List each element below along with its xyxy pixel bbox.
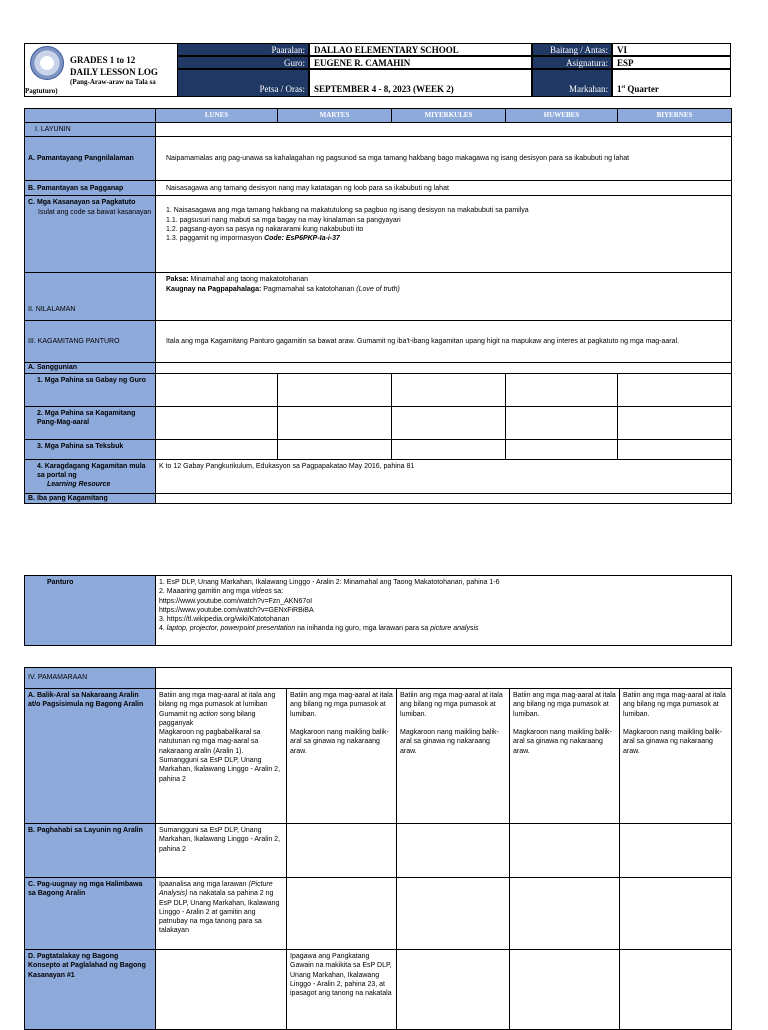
balik-aral-biyernes-1: Batiin ang mga mag-aaral at itala ang bilang ng mga pumasok at lumiban. bbox=[623, 692, 726, 718]
pma-miyerkules bbox=[392, 406, 506, 439]
panturo-line-4-italic: laptop, projector, powerpoint presentation bbox=[166, 625, 296, 633]
panturo-line-4 bbox=[159, 624, 728, 633]
action-after: song bilang pagganyak bbox=[159, 710, 256, 727]
pma-huwebes bbox=[506, 406, 618, 439]
lesson-table-1 bbox=[24, 108, 732, 504]
pagtatalakay-label: D. Pagtatalakay ng Bagong Konsepto at Paglalahad ng Bagong Kasanayan #1 bbox=[25, 950, 156, 1030]
panturo-line-2 bbox=[159, 587, 728, 596]
date-value-text: SEPTEMBER 4 - 8, 2023 (WEEK 2) bbox=[314, 84, 454, 94]
panturo-line-4-mid: na inihanda ng guro, mga larawan para sa bbox=[295, 625, 431, 633]
balik-aral-martes bbox=[287, 689, 397, 824]
balik-aral-miyerkules-1: Batiin ang mga mag-aaral at itala ang bilang ng mga pumasok at lumiban. bbox=[400, 692, 503, 718]
pagganap-label: B. Pamantayan sa Pagganap bbox=[25, 181, 156, 196]
kasanayan-note: Isulat ang code sa bawat kasanayan bbox=[38, 208, 152, 216]
kaugnay-text: Pagmamahal sa katotohanan bbox=[261, 285, 357, 293]
quarter-number: 1 bbox=[617, 84, 622, 94]
date-label-text: Petsa / Oras: bbox=[259, 84, 305, 94]
grade-value-text: VI bbox=[617, 45, 628, 55]
karagdagan-label: 4. Karagdagang Kagamitan mula sa portal ng bbox=[37, 462, 146, 479]
gabay-row bbox=[25, 373, 732, 406]
pag-uugnay-lunes bbox=[156, 878, 287, 950]
quarter-label-text: Markahan: bbox=[569, 84, 608, 94]
kasanayan-row bbox=[25, 196, 732, 273]
pagganap-text: Naisasagawa ang tamang desisyon nang may katatagan ng loob para sa ikabubuti ng lahat bbox=[156, 181, 732, 196]
subject-label bbox=[532, 56, 612, 69]
panturo-row bbox=[25, 576, 732, 646]
balik-aral-row bbox=[25, 689, 732, 824]
balik-aral-lunes bbox=[156, 689, 287, 824]
quarter-sup: st bbox=[621, 85, 626, 90]
paghahabi-lunes: Sumangguni sa EsP DLP, Unang Markahan, Ikalawang Linggo - Aralin 2, pahina 2 bbox=[156, 824, 287, 878]
balik-aral-martes-1: Batiin ang mga mag-aaral at itala ang bilang ng mga pumasok at lumiban. bbox=[290, 692, 393, 718]
balik-aral-lunes-2-text: Gumamit ng bbox=[159, 710, 200, 718]
youtube-link-2[interactable]: https://www.youtube.com/watch?v=GENxFiRBiBA bbox=[159, 606, 314, 614]
sanggunian-label: A. Sanggunian bbox=[25, 363, 156, 373]
subject-value bbox=[612, 56, 731, 69]
pma-martes bbox=[278, 406, 392, 439]
kaugnay-line bbox=[166, 285, 728, 294]
layunin-blank bbox=[156, 123, 732, 137]
kagamitan-text: Itala ang mga Kagamitang Panturo gagamitin sa bawat araw. Gumamit ng iba't-ibang kagamitan upang higit na mapukaw ang interes at pagkatuto ng mga mag-aaral. bbox=[156, 321, 732, 363]
pamantayang-text: Naipamamalas ang pag-unawa sa kahalagahan ng pagsunod sa mga tamang hakbang bago makagawa ng isang desisyon para sa ikabubuti ng lahat bbox=[156, 137, 732, 181]
teksbuk-miyerkules bbox=[392, 439, 506, 459]
balik-aral-label: A. Balik-Aral sa Nakaraang Aralin at/o Pagsisimula ng Bagong Aralin bbox=[25, 689, 156, 824]
pag-uugnay-huwebes bbox=[510, 878, 620, 950]
teacher-value bbox=[309, 56, 532, 69]
pamantayang-label: A. Pamantayang Pangnilalaman bbox=[25, 137, 156, 181]
panturo-line-1: 1. EsP DLP, Unang Markahan, Ikalawang Linggo - Aralin 2: Minamahal ang Taong Makatotohanan, pahina 1-6 bbox=[159, 579, 500, 586]
pma-biyernes bbox=[618, 406, 732, 439]
iba-row bbox=[25, 493, 732, 503]
paghahabi-huwebes bbox=[510, 824, 620, 878]
paghahabi-miyerkules bbox=[397, 824, 510, 878]
kasanayan-line-1: 1. Naisasagawa ang mga tamang hakbang na makatutulong sa pagbuo ng isang desisyon na makabubuti sa pamilya bbox=[166, 207, 529, 215]
kagamitang-pang-mag-aaral-label: 2. Mga Pahina sa Kagamitang Pang-Mag-aaral bbox=[25, 406, 156, 439]
paksa-label: Paksa: bbox=[166, 276, 189, 284]
paghahabi-row bbox=[25, 824, 732, 878]
panturo-label: Panturo bbox=[25, 576, 156, 646]
pag-uugnay-biyernes bbox=[620, 878, 732, 950]
gabay-martes bbox=[278, 373, 392, 406]
day-martes: MARTES bbox=[278, 109, 392, 123]
teacher-value-text: EUGENE R. CAMAHIN bbox=[314, 58, 411, 68]
gabay-label: 1. Mga Pahina sa Gabay ng Guro bbox=[25, 373, 156, 406]
layunin-label: I. LAYUNIN bbox=[25, 123, 156, 137]
header-title-1: GRADES 1 to 12 bbox=[70, 55, 136, 65]
gabay-miyerkules bbox=[392, 373, 506, 406]
gabay-lunes bbox=[156, 373, 278, 406]
layunin-row bbox=[25, 123, 732, 137]
paksa-line bbox=[166, 275, 728, 284]
teacher-label bbox=[177, 56, 309, 69]
balik-aral-lunes-3: Magkaroon ng pagbabalikaral sa natutunan ng mga mag-aaral sa nakaraang aralin (Aralin 1). bbox=[159, 729, 261, 755]
pagtatalakay-miyerkules bbox=[397, 950, 510, 1030]
sanggunian-row bbox=[25, 363, 732, 373]
header-subtitle: (Pang-Araw-araw na Tala sa bbox=[70, 78, 156, 86]
quarter-label bbox=[532, 69, 612, 97]
karagdagan-label-cell bbox=[25, 459, 156, 493]
balik-aral-lunes-1: Batiin ang mga mag-aaral at itala ang bilang ng mga pumasok at lumiban bbox=[159, 692, 276, 709]
panturo-text bbox=[156, 576, 732, 646]
kagamitan-row bbox=[25, 321, 732, 363]
teksbuk-label: 3. Mga Pahina sa Teksbuk bbox=[25, 439, 156, 459]
pag-uugnay-martes bbox=[287, 878, 397, 950]
date-label bbox=[177, 69, 309, 97]
kagamitan-label: III. KAGAMITANG PANTURO bbox=[25, 321, 156, 363]
pagtatalakay-martes: Ipagawa ang Pangkatang Gawain na makikita sa EsP DLP, Unang Markahan, Ikalawang Linggo - Aralin 2, pahina 23, at ipasagot ang tanong na nakatala bbox=[287, 950, 397, 1030]
pag-uugnay-label: C. Pag-uugnay ng mga Halimbawa sa Bagong Aralin bbox=[25, 878, 156, 950]
kasanayan-line-4-text: 1.3. paggamit ng impormasyon bbox=[166, 235, 265, 243]
teksbuk-huwebes bbox=[506, 439, 618, 459]
karagdagan-row bbox=[25, 459, 732, 493]
nilalaman-text bbox=[156, 273, 732, 321]
pamantayang-row bbox=[25, 137, 732, 181]
teksbuk-lunes bbox=[156, 439, 278, 459]
nilalaman-row bbox=[25, 273, 732, 321]
lesson-table-2 bbox=[24, 575, 732, 646]
balik-aral-lunes-4: Sumangguni sa EsP DLP, Unang Markahan, Ikalawang Linggo - Aralin 2, pahina 2 bbox=[159, 757, 281, 783]
balik-aral-huwebes-1: Batiin ang mga mag-aaral at itala ang bilang ng mga pumasok at lumiban. bbox=[513, 692, 616, 718]
day-lunes: LUNES bbox=[156, 109, 278, 123]
header-title-2: DAILY LESSON LOG bbox=[70, 67, 158, 77]
kagamitang-pang-mag-aaral-row bbox=[25, 406, 732, 439]
day-header-row bbox=[25, 109, 732, 123]
pagtatalakay-huwebes bbox=[510, 950, 620, 1030]
paghahabi-label: B. Paghahabi sa Layunin ng Aralin bbox=[25, 824, 156, 878]
youtube-link-1[interactable]: https://www.youtube.com/watch?v=Fzn_AKN67oI bbox=[159, 597, 313, 605]
kasanayan-text bbox=[156, 196, 732, 273]
teacher-label-text: Guro: bbox=[284, 58, 305, 68]
pamamaraan-blank bbox=[156, 668, 732, 689]
wikipedia-link[interactable]: 3. https://tl.wikipedia.org/wiki/Katotohanan bbox=[159, 616, 290, 624]
gabay-biyernes bbox=[618, 373, 732, 406]
pag-uugnay-lunes-1: Ipaanalisa ang mga larawan bbox=[159, 881, 249, 888]
school-label bbox=[177, 43, 309, 56]
pamamaraan-row bbox=[25, 668, 732, 689]
kaugnay-label: Kaugnay na Pagpapahalaga: bbox=[166, 285, 262, 293]
balik-aral-miyerkules-2: Magkaroon nang maikling balik-aral sa ginawa ng nakaraang araw. bbox=[400, 729, 499, 755]
pamamaraan-label: IV. PAMAMARAAN bbox=[25, 668, 156, 689]
kasanayan-label-cell bbox=[25, 196, 156, 273]
kasanayan-line-3: 1.2. pagsang-ayon sa pasya ng nakararami kung nakabubuti ito bbox=[166, 225, 364, 233]
balik-aral-huwebes-2: Magkaroon nang maikling balik-aral sa ginawa ng nakaraang araw. bbox=[513, 729, 612, 755]
kasanayan-line-4 bbox=[166, 234, 728, 243]
pag-uugnay-lunes-italic: (Picture Analysis) bbox=[159, 881, 273, 898]
karagdagan-text: K to 12 Gabay Pangkurikulum, Edukasyon sa Pagpapakatao May 2016, pahina 81 bbox=[156, 459, 732, 493]
subject-label-text: Asignatura: bbox=[566, 58, 608, 68]
teksbuk-martes bbox=[278, 439, 392, 459]
lesson-table-3 bbox=[24, 667, 732, 1030]
balik-aral-lunes-2 bbox=[159, 710, 283, 729]
school-value-text: DALLAO ELEMENTARY SCHOOL bbox=[314, 45, 459, 55]
balik-aral-miyerkules bbox=[397, 689, 510, 824]
day-miyerkules: MIYERKULES bbox=[392, 109, 506, 123]
iba-label: B. Iba pang Kagamitang bbox=[25, 493, 156, 503]
pag-uugnay-row bbox=[25, 878, 732, 950]
quarter-suffix: Quarter bbox=[625, 84, 659, 94]
school-label-text: Paaralan: bbox=[271, 45, 305, 55]
kasanayan-code: Code: EsP6PKP-Ia-i-37 bbox=[264, 235, 340, 243]
school-value bbox=[309, 43, 532, 56]
sanggunian-blank bbox=[156, 363, 732, 373]
day-header-blank bbox=[25, 109, 156, 123]
nilalaman-label: II. NILALAMAN bbox=[25, 273, 156, 321]
header-subtitle-2: Pagtuturo) bbox=[25, 87, 58, 95]
quarter-value bbox=[612, 69, 731, 97]
gabay-huwebes bbox=[506, 373, 618, 406]
balik-aral-biyernes-2: Magkaroon nang maikling balik-aral sa ginawa ng nakaraang araw. bbox=[623, 729, 722, 755]
paksa-text: Minamahal ang taong makatotohanan bbox=[188, 276, 309, 284]
panturo-videos-after: sa: bbox=[271, 588, 284, 596]
iba-blank bbox=[156, 493, 732, 503]
paghahabi-biyernes bbox=[620, 824, 732, 878]
teksbuk-biyernes bbox=[618, 439, 732, 459]
kasanayan-label: C. Mga Kasanayan sa Pagkatuto bbox=[28, 199, 136, 207]
panturo-videos: videos bbox=[251, 588, 272, 596]
pagtatalakay-lunes bbox=[156, 950, 287, 1030]
subject-value-text: ESP bbox=[617, 58, 634, 68]
date-value bbox=[309, 69, 532, 97]
pag-uugnay-lunes-2: na nakatala sa pahina 2 ng EsP DLP, Unang Markahan, Ikalawang Linggo - Aralin 2 at gamitin ang patnubay na mga tanong para sa talakayan bbox=[159, 890, 280, 935]
grade-label bbox=[532, 43, 612, 56]
pag-uugnay-miyerkules bbox=[397, 878, 510, 950]
kaugnay-italic: (Love of truth) bbox=[356, 285, 400, 293]
kasanayan-line-2: 1.1. pagsusuri nang mabuti sa mga bagay na may kinalaman sa pangyayari bbox=[166, 216, 401, 224]
grade-value bbox=[612, 43, 731, 56]
paghahabi-martes bbox=[287, 824, 397, 878]
pagtatalakay-row bbox=[25, 950, 732, 1030]
balik-aral-huwebes bbox=[510, 689, 620, 824]
day-huwebes: HUWEBES bbox=[506, 109, 618, 123]
balik-aral-biyernes bbox=[620, 689, 732, 824]
panturo-line-2-text: 2. Maaaring gamitin ang mga bbox=[159, 588, 252, 596]
action-word: action bbox=[199, 710, 218, 718]
pagtatalakay-biyernes bbox=[620, 950, 732, 1030]
day-biyernes: BIYERNES bbox=[618, 109, 732, 123]
karagdagan-label-italic: Learning Resource bbox=[47, 481, 111, 489]
pma-lunes bbox=[156, 406, 278, 439]
panturo-line-4-end: picture analysis bbox=[430, 625, 479, 633]
teksbuk-row bbox=[25, 439, 732, 459]
grade-label-text: Baitang / Antas: bbox=[550, 45, 608, 55]
balik-aral-martes-2: Magkaroon nang maikling balik-aral sa ginawa ng nakaraang araw. bbox=[290, 729, 389, 755]
panturo-line-4-prefix: 4. bbox=[159, 625, 167, 633]
pagganap-row bbox=[25, 181, 732, 196]
